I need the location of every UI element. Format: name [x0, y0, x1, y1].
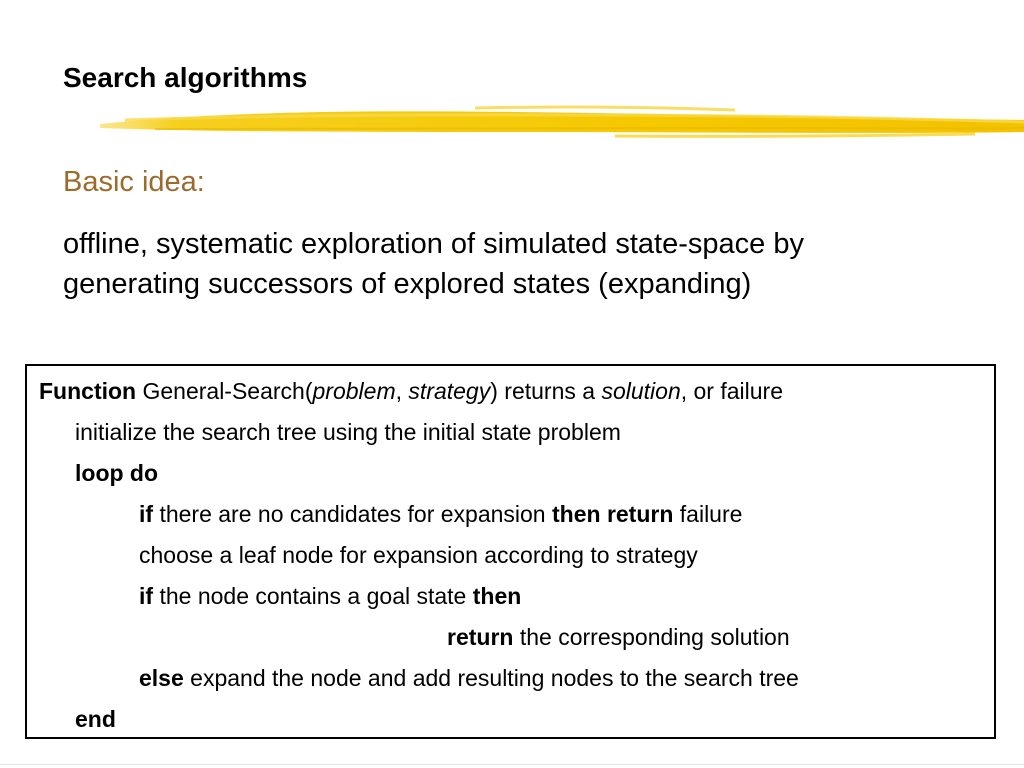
keyword-if: if [139, 501, 154, 527]
failure-tail: , or failure [680, 378, 783, 404]
keyword-function: Function [39, 378, 137, 404]
pseudocode-line-loop: loop do [75, 460, 159, 486]
pseudocode-box [25, 364, 996, 739]
body-line-2: generating successors of explored states (expanding) [63, 268, 752, 300]
expand-text: expand the node and add resulting nodes to the search tree [183, 665, 799, 691]
comma: , [395, 378, 409, 404]
basic-idea-heading: Basic idea: [63, 166, 205, 198]
param-strategy: strategy [408, 378, 491, 404]
pseudocode-line-function [39, 376, 783, 406]
footer-divider [0, 764, 1024, 765]
solution-word: solution [601, 378, 681, 404]
param-problem: problem [312, 378, 396, 404]
return-text: the corresponding solution [513, 624, 790, 650]
keyword-return: return [447, 624, 514, 650]
pseudocode-line-else-expand [139, 663, 799, 693]
returns-text: ) returns a [490, 378, 602, 404]
failure-text: failure [673, 501, 743, 527]
slide-title: Search algorithms [63, 62, 308, 93]
keyword-then-return: then return [552, 501, 674, 527]
pseudocode-line-end: end [75, 706, 116, 732]
highlighter-brush-stroke [95, 98, 1024, 146]
pseudocode-line-initialize: initialize the search tree using the initial state problem [75, 419, 621, 445]
pseudocode-line-if-goal [139, 581, 521, 611]
pseudocode-line-return-solution [447, 622, 790, 652]
condition-text: the node contains a goal state [153, 583, 473, 609]
keyword-if: if [139, 583, 154, 609]
keyword-else: else [139, 665, 184, 691]
pseudocode-line-if-no-candidates [139, 499, 742, 529]
body-line-1: offline, systematic exploration of simulated state-space by [63, 228, 804, 260]
function-name: General-Search( [136, 378, 313, 404]
pseudocode-line-choose-leaf: choose a leaf node for expansion according to strategy [139, 542, 698, 568]
condition-text: there are no candidates for expansion [153, 501, 552, 527]
keyword-then: then [472, 583, 522, 609]
body-paragraph [63, 224, 963, 304]
